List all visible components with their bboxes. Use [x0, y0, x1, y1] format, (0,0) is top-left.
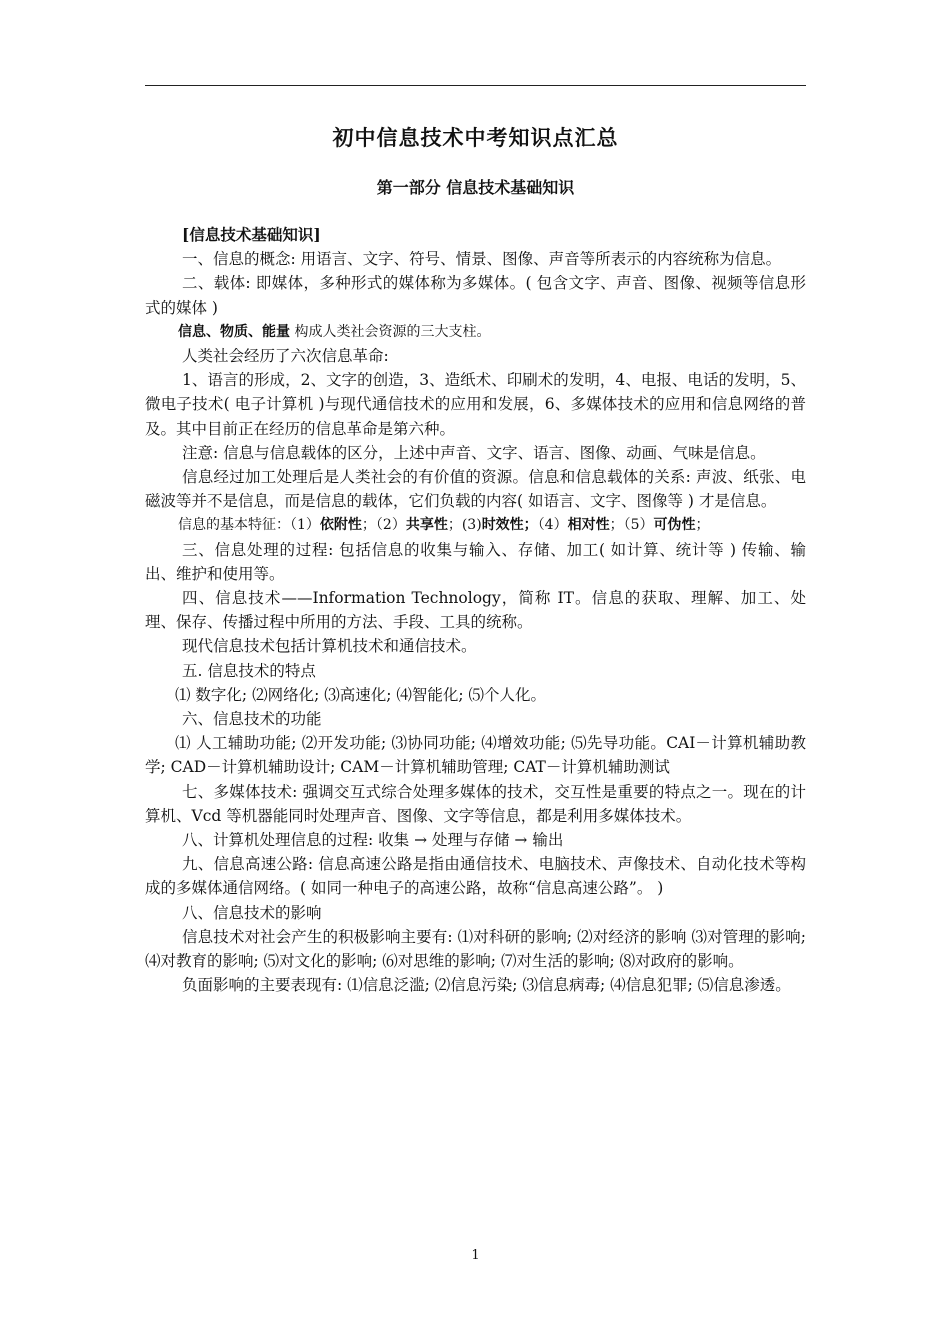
feature-timeliness: 时效性；	[481, 517, 538, 534]
header-rule	[145, 85, 806, 86]
paragraph-info-concept: 一、信息的概念: 用语言、文字、符号、情景、图像、声音等所表示的内容统称为信息。	[182, 250, 782, 269]
paragraph-process-flow: 八、计算机处理信息的过程: 收集 → 处理与存储 → 输出	[182, 831, 564, 850]
paragraph-modern-it: 现代信息技术包括计算机技术和通信技术。	[182, 637, 477, 656]
paragraph-it-definition: 四、信息技术——Information Technology，简称 IT。信息的获取、理解、加工、处理、保存、传播过程中所用的方法、手段、工具的统称。	[145, 589, 806, 632]
paragraph-carrier: 二、载体: 即媒体，多种形式的媒体称为多媒体。( 包含文字、声音、图像、视频等信息形式的媒体 )	[145, 274, 806, 317]
features-lead: 信息的基本特征：（1）	[178, 517, 320, 534]
page-number: 1	[471, 1248, 480, 1263]
feature-falsifiability: 可伪性	[653, 517, 696, 534]
features-sep: ；	[695, 517, 710, 534]
paragraph-note: 注意: 信息与信息载体的区分，上述中声音、文字、语言、图像、动画、气味是信息。	[182, 443, 766, 462]
section-heading: [信息技术基础知识]	[182, 225, 321, 244]
paragraph-info-highway: 九、信息高速公路: 信息高速公路是指由通信技术、电脑技术、声像技术、自动化技术等构成的多媒体通信网络。( 如同一种电子的高速公路，故称“信息高速公路”。 )	[145, 855, 806, 898]
paragraph-features	[145, 513, 806, 537]
paragraph-functions-heading: 六、信息技术的功能	[182, 710, 322, 729]
paragraph-info-value: 信息经过加工处理后是人类社会的有价值的资源。信息和信息载体的关系: 声波、纸张、电磁波等并不是信息，而是信息的载体，它们负载的内容( 如语言、文字、图像等 ) 才是信息。	[145, 468, 806, 511]
paragraph-functions-list: ⑴ 人工辅助功能; ⑵开发功能; ⑶协同功能; ⑷增效功能; ⑸先导功能。CAI－计算机辅助教学; CAD－计算机辅助设计; CAM－计算机辅助管理; CAT－计算机辅助测试	[145, 734, 806, 777]
body-text	[145, 223, 806, 998]
features-sep: ；（2）	[361, 517, 406, 534]
features-sep: ；（5）	[609, 517, 654, 534]
feature-relativity: 相对性	[567, 517, 610, 534]
part-subtitle: 第一部分 信息技术基础知识	[376, 178, 575, 197]
paragraph-revolutions-list: 1、语言的形成，2、文字的创造，3、造纸术、印刷术的发明，4、电报、电话的发明，5、微电子技术( 电子计算机 )与现代通信技术的应用和发展，6、多媒体技术的应用和信息网络的普及。其中目前正在经历的信息革命是第六种。	[145, 371, 806, 438]
paragraph-positive-impact: 信息技术对社会产生的积极影响主要有: ⑴对科研的影响; ⑵对经济的影响 ⑶对管理的影响; ⑷对教育的影响; ⑸对文化的影响; ⑹对思维的影响; ⑺对生活的影响; ⑻对政府的影响。	[145, 927, 806, 971]
feature-sharing: 共享性	[405, 517, 448, 534]
three-pillars-text: 构成人类社会资源的三大支柱。	[290, 323, 491, 340]
paragraph-negative-impact: 负面影响的主要表现有: ⑴信息泛滥; ⑵信息污染; ⑶信息病毒; ⑷信息犯罪; ⑸信息渗透。	[182, 976, 791, 995]
paragraph-characteristics-heading: 五. 信息技术的特点	[182, 661, 316, 680]
three-pillars-bold: 信息、物质、能量	[178, 323, 290, 340]
paragraph-multimedia: 七、多媒体技术: 强调交互式综合处理多媒体的技术，交互性是重要的特点之一。现在的计算机、Vcd 等机器能同时处理声音、图像、文字等信息，都是利用多媒体技术。	[145, 782, 806, 825]
paragraph-three-pillars	[145, 320, 806, 344]
features-sep: ；(3)	[447, 517, 482, 534]
document-title: 初中信息技术中考知识点汇总	[332, 125, 619, 150]
paragraph-characteristics-list: ⑴ 数字化; ⑵网络化; ⑶高速化; ⑷智能化; ⑸个人化。	[175, 685, 547, 704]
paragraph-impact-heading: 八、信息技术的影响	[182, 903, 322, 922]
features-sep: （4）	[537, 517, 568, 534]
paragraph-revolutions-intro: 人类社会经历了六次信息革命:	[182, 347, 389, 366]
feature-dependency: 依附性	[319, 517, 362, 534]
paragraph-processing: 三、信息处理的过程: 包括信息的收集与输入、存储、加工( 如计算、统计等 ) 传输、输出、维护和使用等。	[145, 540, 806, 583]
